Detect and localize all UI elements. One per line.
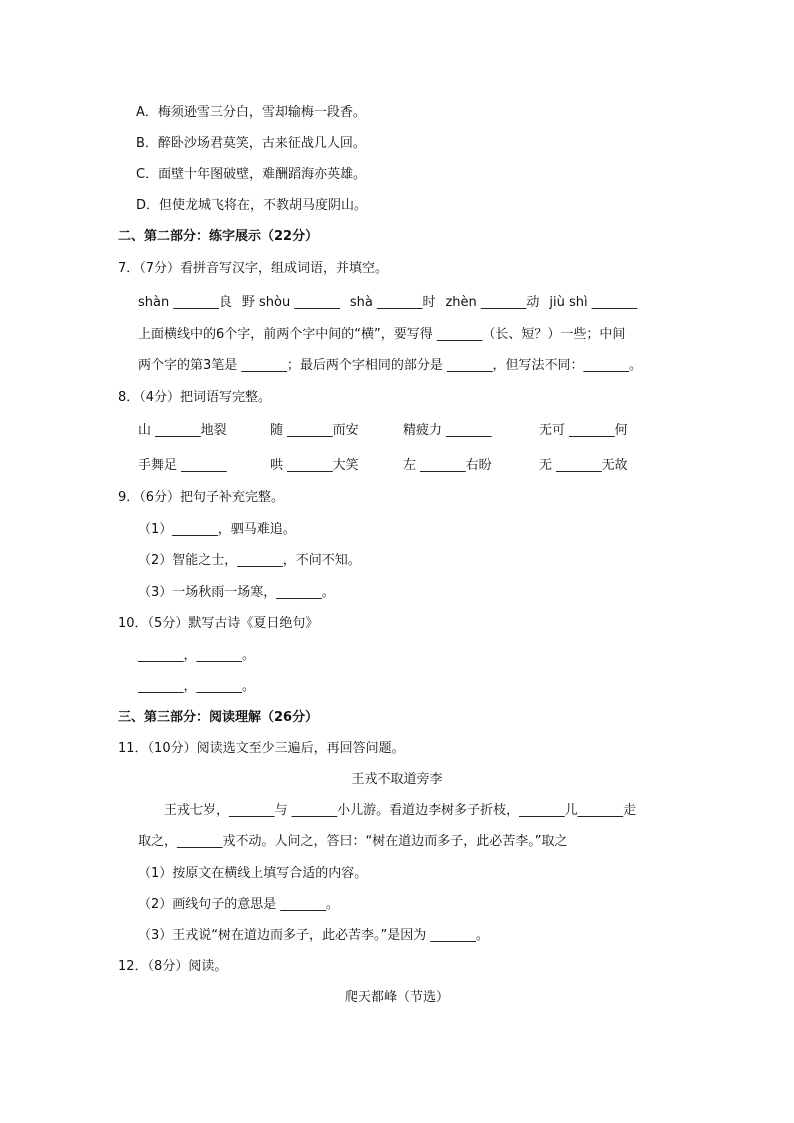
option-c: C．面壁十年图破壁，难酬蹈海亦英雄。 [136,167,367,182]
idiom-blank: 哄 _______大笑 [270,458,359,473]
question-9-item-3: （3）一场秋雨一场寒，_______。 [138,585,335,600]
idiom-blank: 无 _______无故 [539,458,628,473]
pinyin-item: shà _______时 [349,295,436,310]
question-12-title: 12．（8分）阅读。 [118,959,228,974]
question-7-line-2: 上面横线中的6个字，前两个字中间的“横”，要写得 _______（长、短？）一些；中间 [138,327,626,342]
passage-title: 王戎不取道旁李 [351,772,443,787]
idiom-blank: 手舞足 _______ [138,458,227,473]
pinyin-item: zhèn _______动 [445,295,540,310]
question-10-title: 10．（5分）默写古诗《夏日绝句》 [118,616,319,631]
poem-line-1: _______，_______。 [138,648,256,663]
question-7-line-3: 两个字的第3笔是 _______；最后两个字相同的部分是 _______，但写法不同：_______。 [138,358,643,373]
question-11-item-2: （2）画线句子的意思是 _______。 [138,897,339,912]
pinyin-item: jiù shì _______ [549,295,638,310]
section-3-heading: 三、第三部分：阅读理解（26分） [118,710,319,725]
idiom-blank: 山 _______地裂 [138,423,227,438]
question-11-title: 11．（10分）阅读选文至少三遍后，再回答问题。 [118,741,405,756]
question-11-item-3: （3）王戎说“树在道边而多子，此必苦李。”是因为 _______。 [138,928,489,943]
question-8-row-1 [138,422,628,440]
pinyin-item: shàn _______良 [138,295,232,310]
passage-title-2: 爬天都峰（节选） [344,990,449,1005]
question-8-title: 8．（4分）把词语写完整。 [118,390,272,405]
question-9-item-2: （2）智能之士，_______，不问不知。 [138,553,361,568]
option-a: A．梅须逊雪三分白，雪却输梅一段香。 [136,105,366,120]
section-2-heading: 二、第二部分：练字展示（22分） [118,229,319,244]
question-7-pinyin-row [138,294,637,312]
idiom-blank: 随 _______而安 [270,423,359,438]
question-9-title: 9．（6分）把句子补充完整。 [118,490,285,505]
question-9-item-1: （1）_______，驷马难追。 [138,522,296,537]
question-11-item-1: （1）按原文在横线上填写合适的内容。 [138,866,368,881]
question-8-row-2 [138,457,628,475]
passage-line-1: 王戎七岁，_______与 _______小儿游。看道边李树多子折枝，_______儿_______走 [164,803,637,818]
pinyin-item: 野 shòu _______ [241,295,340,310]
option-d: D．但使龙城飞将在，不教胡马度阴山。 [136,198,368,213]
idiom-blank: 精疲力 _______ [403,423,492,438]
idiom-blank: 无可 _______何 [539,423,628,438]
poem-line-2: _______，_______。 [138,679,256,694]
option-b: B．醉卧沙场君莫笑，古来征战几人回。 [136,136,366,151]
question-7-title: 7．（7分）看拼音写汉字，组成词语，并填空。 [118,261,389,276]
idiom-blank: 左 _______右盼 [403,458,492,473]
passage-line-2: 取之，_______戎不动。人问之，答曰：“树在道边而多子，此必苦李。”取之 [138,834,568,849]
